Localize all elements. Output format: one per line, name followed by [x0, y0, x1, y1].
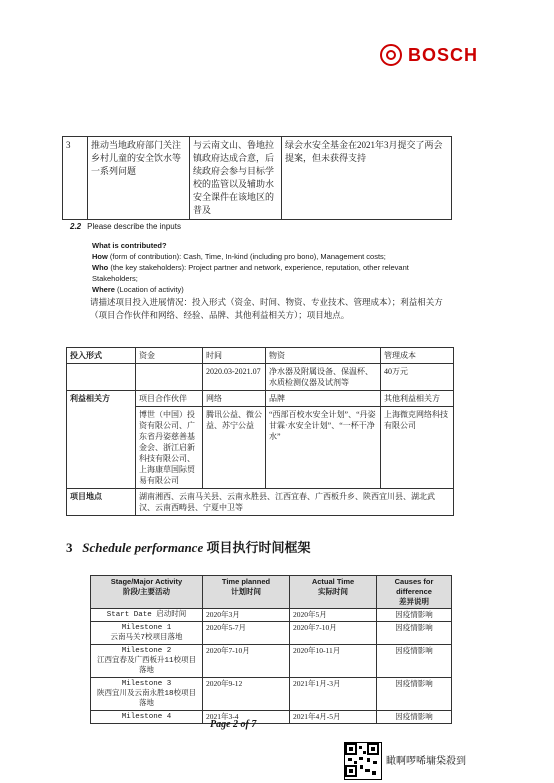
table-row	[91, 622, 452, 645]
inputs-instructions-cn: 请描述项目投入进展情况：投入形式（资金、时间、物资、专业技术、管理成本）；利益相关方（项目合作伙伴和网络、经验、品牌、其他利益相关方）；项目地点。	[90, 297, 443, 320]
section-title-en: Schedule performance	[82, 540, 204, 555]
stakeholders-label: 利益相关方	[67, 391, 136, 489]
where-text: (Location of activity)	[114, 285, 184, 294]
stage-cell: Milestone 4	[91, 711, 203, 724]
cause-cell: 因疫情影响	[377, 645, 452, 678]
brand-name: BOSCH	[408, 45, 479, 65]
actual-time-cell: 2021年1月-3月	[290, 678, 377, 711]
header-cell: 网络	[203, 391, 266, 407]
who-text: (the key stakeholders): Project partner and network, experience, reputation, other relevant Stakeholders;	[92, 263, 409, 283]
table-row	[67, 348, 454, 364]
table-row	[67, 364, 454, 391]
header-cell	[91, 576, 203, 609]
planned-time-cell: 2020年5-7月	[203, 622, 290, 645]
table-row	[91, 609, 452, 622]
table-row	[67, 391, 454, 407]
network-cell: 腾讯公益、微公益、苏宁公益	[203, 407, 266, 489]
header-cell: 其他利益相关方	[381, 391, 454, 407]
header-cell	[203, 576, 290, 609]
page-number: Page 2 of 7	[210, 719, 257, 730]
stage-cell: Start Date 启动时间	[91, 609, 203, 622]
header-cell: 时间	[203, 348, 266, 364]
header-cell: 品牌	[266, 391, 381, 407]
table-cell	[67, 364, 136, 391]
header-en: Actual Time	[311, 577, 355, 586]
header-en: Time planned	[221, 577, 271, 586]
header-cell	[377, 576, 452, 609]
schedule-rows	[91, 609, 452, 724]
cause-cell: 因疫情影响	[377, 609, 452, 622]
bosch-logo	[380, 44, 500, 72]
planned-time-cell: 2020年7-10月	[203, 645, 290, 678]
inputs-instructions-en	[92, 240, 447, 295]
stage-cell: Milestone 3 陕西宜川及云南永胜18校项目落地	[91, 678, 203, 711]
table-row	[63, 137, 452, 220]
header-en: Causes for difference	[394, 577, 434, 596]
header-cell: 项目合作伙伴	[136, 391, 203, 407]
schedule-table	[90, 575, 452, 724]
header-en: Stage/Major Activity	[110, 577, 183, 586]
partners-cell: 博世（中国）投资有限公司、广东省丹姿慈善基金会、浙江启新科技有限公司、上海康草国际贸易有限公司	[136, 407, 203, 489]
brand-cell: “西部百校水安全计划”、“丹姿甘霖·水安全计划”、“一杯干净水”	[266, 407, 381, 489]
row-number: 3	[63, 137, 88, 220]
header-cn: 阶段/主要活动	[122, 587, 171, 596]
time-cell: 2020.03-2021.07	[203, 364, 266, 391]
table-row	[67, 489, 454, 516]
inputs-table	[66, 347, 454, 516]
who-label: Who	[92, 263, 109, 272]
planned-time-cell: 2020年9-12	[203, 678, 290, 711]
stage-cell: Milestone 1 云南马关7校项目落地	[91, 622, 203, 645]
section-3-heading	[66, 537, 310, 556]
bosch-armature-icon	[380, 44, 402, 66]
section-number: 3	[66, 540, 73, 555]
detail-cell: 与云南文山、鲁地拉镇政府达成合意，后续政府会参与目标学校的监管以及辅助水安全课件在该地区的普及	[190, 137, 282, 220]
header-cn: 差异说明	[399, 597, 429, 606]
planned-time-cell: 2021年3-4	[203, 711, 290, 724]
section-2-2-heading	[70, 222, 181, 231]
qr-code-icon	[345, 743, 379, 777]
where-line	[92, 284, 447, 295]
table-row	[91, 645, 452, 678]
cause-cell: 因疫情影响	[377, 622, 452, 645]
location-cell: 湖南湘西、云南马关县、云南永胜县、江西宜春、广西板升乡、陕西宜川县、湖北武汉、云南西畴县、宁夏中卫等	[136, 489, 454, 516]
where-label: Where	[92, 285, 115, 294]
section-title: Please describe the inputs	[87, 222, 181, 231]
actual-time-cell: 2020年10-11月	[290, 645, 377, 678]
cause-cell: 因疫情影响	[377, 711, 452, 724]
materials-cell: 净水器及附属设备、保温杯、水质检测仪器及试剂等	[266, 364, 381, 391]
header-cell: 管理成本	[381, 348, 454, 364]
table-cell	[136, 364, 203, 391]
how-line	[92, 251, 447, 262]
qr-code	[344, 742, 382, 780]
cause-cell: 因疫情影响	[377, 678, 452, 711]
header-cn: 实际时间	[318, 587, 348, 596]
header-cell: 投入形式	[67, 348, 136, 364]
activities-table	[62, 136, 452, 220]
planned-time-cell: 2020年3月	[203, 609, 290, 622]
header-cell: 物资	[266, 348, 381, 364]
status-cell: 绿会水安全基金在2021年3月提交了两会提案，但未获得支持	[282, 137, 452, 220]
table-row	[91, 711, 452, 724]
qr-caption: 瞰啊啰唏墉柋殺到	[386, 756, 466, 767]
section-number: 2.2	[70, 222, 82, 231]
table-header-row	[91, 576, 452, 609]
location-label: 项目地点	[67, 489, 136, 516]
actual-time-cell: 2020年7-10月	[290, 622, 377, 645]
table-row	[91, 678, 452, 711]
who-line	[92, 262, 447, 284]
other-stakeholders-cell: 上海微克网络科技有限公司	[381, 407, 454, 489]
header-cell: 资金	[136, 348, 203, 364]
stage-cell: Milestone 2 江西宜春及广西板升11校项目落地	[91, 645, 203, 678]
activity-cell: 推动当地政府部门关注乡村儿童的安全饮水等一系列问题	[88, 137, 190, 220]
header-cn: 计划时间	[231, 587, 261, 596]
what-line: What is contributed?	[92, 241, 167, 250]
section-title-cn: 项目执行时间框架	[206, 540, 311, 555]
how-label: How	[92, 252, 108, 261]
management-cost-cell: 40万元	[381, 364, 454, 391]
how-text: (form of contribution): Cash, Time, In-kind (including pro bono), Management costs;	[107, 252, 386, 261]
actual-time-cell: 2021年4月-5月	[290, 711, 377, 724]
header-cell	[290, 576, 377, 609]
actual-time-cell: 2020年5月	[290, 609, 377, 622]
